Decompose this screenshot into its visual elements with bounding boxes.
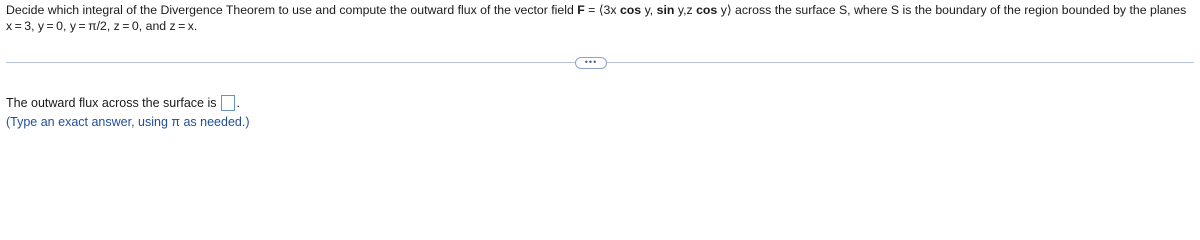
cos-function-2: cos	[696, 3, 718, 17]
answer-line	[6, 95, 240, 111]
question-part5: y⟩ across the surface S, where S is the boundary of the region bounded by the planes x = 3, y = 0, y = π/2, z = 0, and z = x.	[6, 3, 1187, 33]
question-part4: y,z	[674, 3, 697, 17]
question-part1: Decide which integral of the Divergence Theorem to use and compute the outward flux of the vector field	[6, 3, 578, 17]
answer-suffix: .	[236, 96, 240, 110]
question-text	[6, 2, 1194, 34]
answer-hint: (Type an exact answer, using π as needed.)	[6, 115, 250, 129]
ellipsis-icon: •••	[584, 57, 598, 67]
answer-input[interactable]	[221, 95, 235, 111]
question-part3: y,	[641, 3, 657, 17]
sin-function: sin	[656, 3, 675, 17]
section-divider	[0, 57, 1200, 69]
question-part2: = ⟨3x	[584, 3, 620, 17]
expand-more-button[interactable]	[575, 57, 607, 69]
vector-field-symbol: F	[577, 3, 585, 17]
cos-function-1: cos	[619, 3, 642, 17]
answer-prompt: The outward flux across the surface is	[6, 96, 217, 110]
